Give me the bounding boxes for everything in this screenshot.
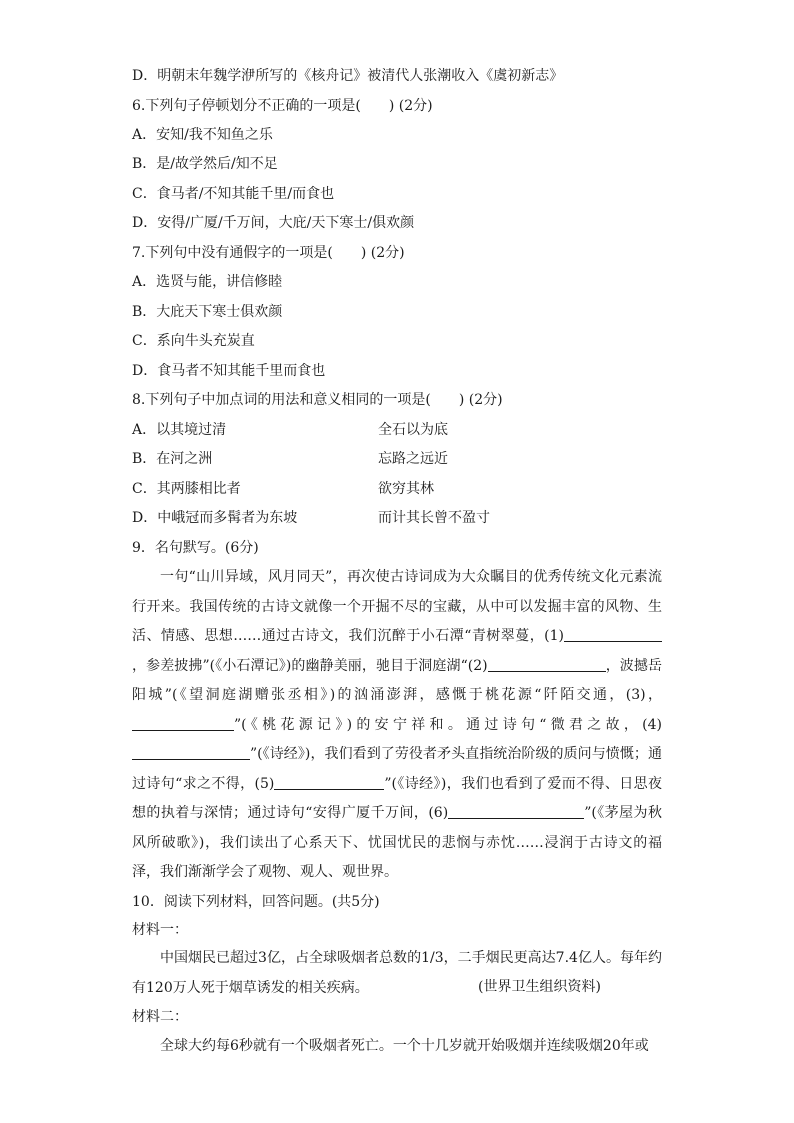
q9-blank-2[interactable] [488,657,606,672]
q9-blank-5[interactable] [274,775,384,790]
q8-row-d [132,508,662,528]
q9-stem: 9．名句默写。(6分) [132,540,259,556]
q6-option-c: C．食马者/不知其能千里/而食也 [132,186,335,202]
q7-option-d: D．食马者不知其能千里而食也 [132,363,326,379]
q9-text-3: ，波撼岳阳城”(《望洞庭湖赠张丞相》)的汹涌澎湃，感慨于桃花源“阡陌交通，(3)， [132,657,662,703]
q9-text-6: ”(《诗经》)，我们也看到了爱而不得、日思夜想的执着与深情；通过诗句“安得广厦千万间，(6) [132,775,662,821]
q9-text-5: ”(《诗经》)，我们看到了劳役者矛头直指统治阶级的质问与愤慨；通过诗句“求之不得，(5) [132,746,662,792]
q9-blank-1[interactable] [564,627,662,642]
q8-row-a-left: A．以其境过清 [132,422,227,438]
q8-row-a [132,420,662,440]
q9-blank-4[interactable] [132,745,250,760]
q7-option-b: B．大庇天下寒士俱欢颜 [132,304,283,320]
q8-row-b-left: B．在河之洲 [132,451,213,467]
q7-option-c: C．系向牛头充炭直 [132,333,255,349]
q7-option-a: A．选贤与能，讲信修睦 [132,274,283,290]
q8-row-c [132,479,662,499]
material-2-text: 全球大约每6秒就有一个吸烟者死亡。一个十几岁就开始吸烟并连续吸烟20年或 [160,1038,649,1054]
q8-row-c-left: C．其两膝相比者 [132,481,241,497]
q6-option-a: A．安知/我不知鱼之乐 [132,127,273,143]
q8-row-a-right: 全石以为底 [378,422,448,438]
q8-row-b-right: 忘路之远近 [378,451,448,467]
q9-text-2: ，参差披拂”(《小石潭记》)的幽静美丽，驰目于洞庭湖“(2) [132,657,488,674]
q5-option-d: D．明朝末年魏学洢所写的《核舟记》被清代人张潮收入《虞初新志》 [132,68,564,84]
q6-option-b: B．是/故学然后/知不足 [132,156,278,172]
q7-stem: 7.下列句中没有通假字的一项是( ) (2分) [132,245,405,261]
q8-stem: 8.下列句子中加点词的用法和意义相同的一项是( ) (2分) [132,392,503,408]
q9-passage [132,563,662,888]
q6-stem: 6.下列句子停顿划分不正确的一项是( ) (2分) [132,98,433,114]
material-2-label: 材料二： [132,1009,188,1025]
q9-text-7: ”(《茅屋为秋风所破歌》)，我们读出了心系天下、忧国忧民的悲悯与赤忱……浸润于古诗文的福泽，我们渐渐学会了观物、观人、观世界。 [132,805,662,880]
material-1-source: (世界卫生组织资料) [478,979,601,995]
q8-row-b [132,449,662,469]
q9-text-1: 一句“山川异域，风月同天”，再次使古诗词成为大众瞩目的优秀传统文化元素流行开来。我国传统的古诗文就像一个开掘不尽的宝藏，从中可以发掘丰富的风物、生活、情感、思想……通过古诗文，我们沉醉于小石潭“青树翠蔓，(1) [132,569,662,644]
q8-row-d-left: D．中峨冠而多髯者为东坡 [132,510,298,526]
q10-stem: 10．阅读下列材料，回答问题。(共5分) [132,894,380,910]
q6-option-d: D．安得/广厦/千万间，大庇/天下寒士/俱欢颜 [132,215,415,231]
material-1-body: 中国烟民已超过3亿，占全球吸烟者总数的1/3，二手烟民更高达7.4亿人。每年约有120万人死于烟草诱发的相关疾病。 [132,950,662,996]
q9-blank-3[interactable] [132,716,234,731]
q8-row-c-right: 欲穷其林 [378,481,434,497]
q9-text-4: ”(《桃花源记》)的安宁祥和。通过诗句“微君之故，(4) [234,716,662,733]
material-1-label: 材料一： [132,922,188,938]
q8-row-d-right: 而计其长曾不盈寸 [378,510,490,526]
q9-blank-6[interactable] [448,804,584,819]
